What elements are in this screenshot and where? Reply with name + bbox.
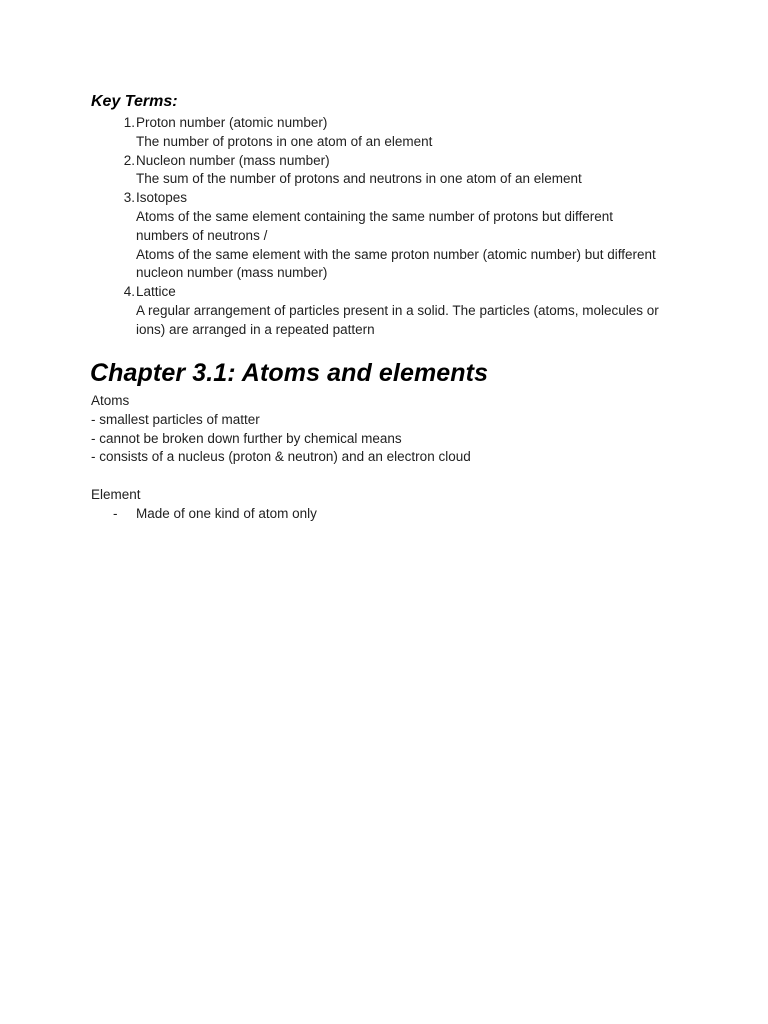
atoms-label: Atoms [91,393,130,408]
term-definition: ions) are arranged in a repeated pattern [136,321,375,337]
term-definition: A regular arrangement of particles present in a solid. The particles (atoms, molecules or [136,302,659,318]
term-number: 4. [123,284,135,300]
term-number: 3. [123,190,135,206]
key-terms-list [91,114,691,340]
chapter-title: Chapter 3.1: Atoms and elements [90,359,489,387]
term-title: Isotopes [136,190,188,206]
atoms-section [91,392,471,467]
term-definition: The number of protons in one atom of an element [136,133,433,149]
atoms-point: - smallest particles of matter [91,411,260,427]
term-definition: numbers of neutrons / [136,227,268,243]
term-item [91,189,691,283]
term-definition: Atoms of the same element containing the same number of protons but different [136,208,614,224]
term-title: Nucleon number (mass number) [136,152,330,168]
term-body [135,152,582,190]
term-body [135,189,656,283]
term-item [91,152,691,190]
element-list-item [91,505,317,524]
term-definition: Atoms of the same element with the same proton number (atomic number) but different [136,246,656,262]
term-item [91,283,691,339]
term-title: Lattice [136,284,176,300]
element-section [91,486,317,524]
term-number: 1. [123,115,135,130]
term-definition: The sum of the number of protons and neutrons in one atom of an element [136,171,582,187]
element-point: Made of one kind of atom only [136,505,317,521]
key-terms-heading: Key Terms: [91,93,178,110]
term-definition: nucleon number (mass number) [136,265,328,281]
atoms-point: - cannot be broken down further by chemical means [91,430,402,446]
term-title: Proton number (atomic number) [136,115,328,130]
element-label: Element [91,487,141,502]
bullet-dash: - [113,505,118,521]
term-body [135,114,432,152]
term-body [135,283,659,339]
term-number: 2. [123,152,135,168]
atoms-point: - consists of a nucleus (proton & neutron) and an electron cloud [91,449,471,465]
term-item [91,114,691,152]
